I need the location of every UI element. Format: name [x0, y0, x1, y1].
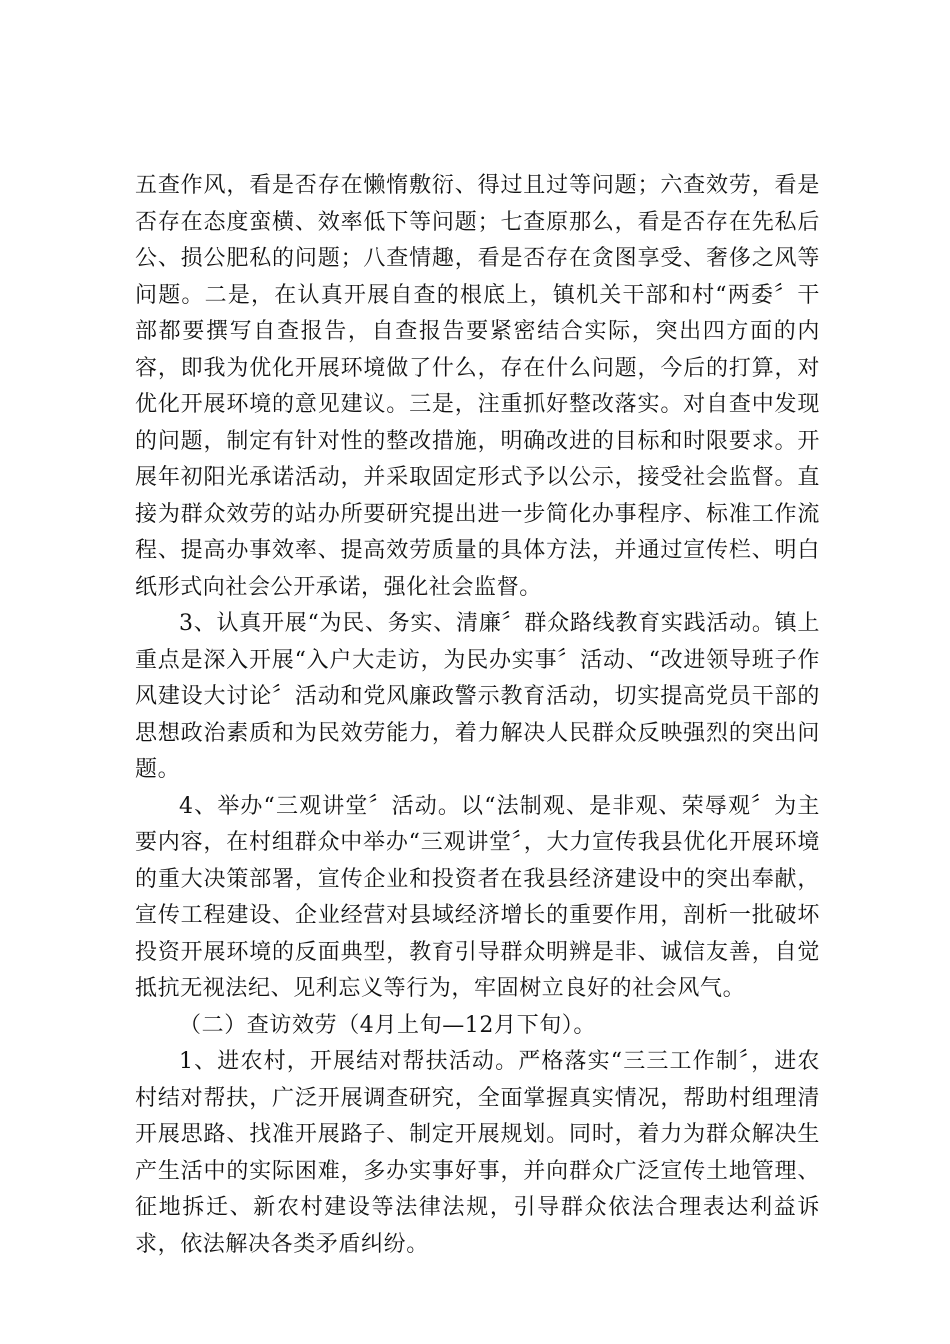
paragraph-item-3: 3、认真开展“为民、务实、清廉〞群众路线教育实践活动。镇上重点是深入开展“入户大走访，为民办实事〞活动、“改进领导班子作风建设大讨论〞活动和党风廉政警示教育活动，切实提高党员干部的思想政治素质和为民效劳能力，着力解决人民群众反映强烈的突出问题。 [135, 611, 820, 782]
document-page [135, 168, 820, 1263]
paragraph-continuation: 五查作风，看是否存在懒惰敷衍、得过且过等问题；六查效劳，看是否存在态度蛮横、效率低下等问题；七查原那么，看是否存在先私后公、损公肥私的问题；八查情趣，看是否存在贪图享受、奢侈之风等问题。二是，在认真开展自查的根底上，镇机关干部和村“两委〞干部都要撰写自查报告，自查报告要紧密结合实际，突出四方面的内容，即我为优化开展环境做了什么，存在什么问题，今后的打算，对优化开展环境的意见建议。三是，注重抓好整改落实。对自查中发现的问题，制定有针对性的整改措施，明确改进的目标和时限要求。开展年初阳光承诺活动，并采取固定形式予以公示，接受社会监督。直接为群众效劳的站办所要研究提出进一步简化办事程序、标准工作流程、提高办事效率、提高效劳质量的具体方法，并通过宣传栏、明白纸形式向社会公开承诺，强化社会监督。 [135, 173, 820, 600]
paragraph-item-1: 1、进农村，开展结对帮扶活动。严格落实“三三工作制〞，进农村结对帮扶，广泛开展调查研究，全面掌握真实情况，帮助村组理清开展思路、找准开展路子、制定开展规划。同时，着力为群众解决生产生活中的实际困难，多办实事好事，并向群众广泛宣传土地管理、征地拆迁、新农村建设等法律法规，引导群众依法合理表达利益诉求，依法解决各类矛盾纠纷。 [135, 1049, 820, 1257]
paragraph-item-4: 4、举办“三观讲堂〞活动。以“法制观、是非观、荣辱观〞为主要内容，在村组群众中举办“三观讲堂〞，大力宣传我县优化开展环境的重大决策部署，宣传企业和投资者在我县经济建设中的突出奉献，宣传工程建设、企业经营对县域经济增长的重要作用，剖析一批破坏投资开展环境的反面典型，教育引导群众明辨是非、诚信友善，自觉抵抗无视法纪、见利忘义等行为，牢固树立良好的社会风气。 [135, 793, 820, 1001]
section-heading-2: （二）查访效劳（4月上旬—12月下旬）。 [179, 1012, 596, 1038]
